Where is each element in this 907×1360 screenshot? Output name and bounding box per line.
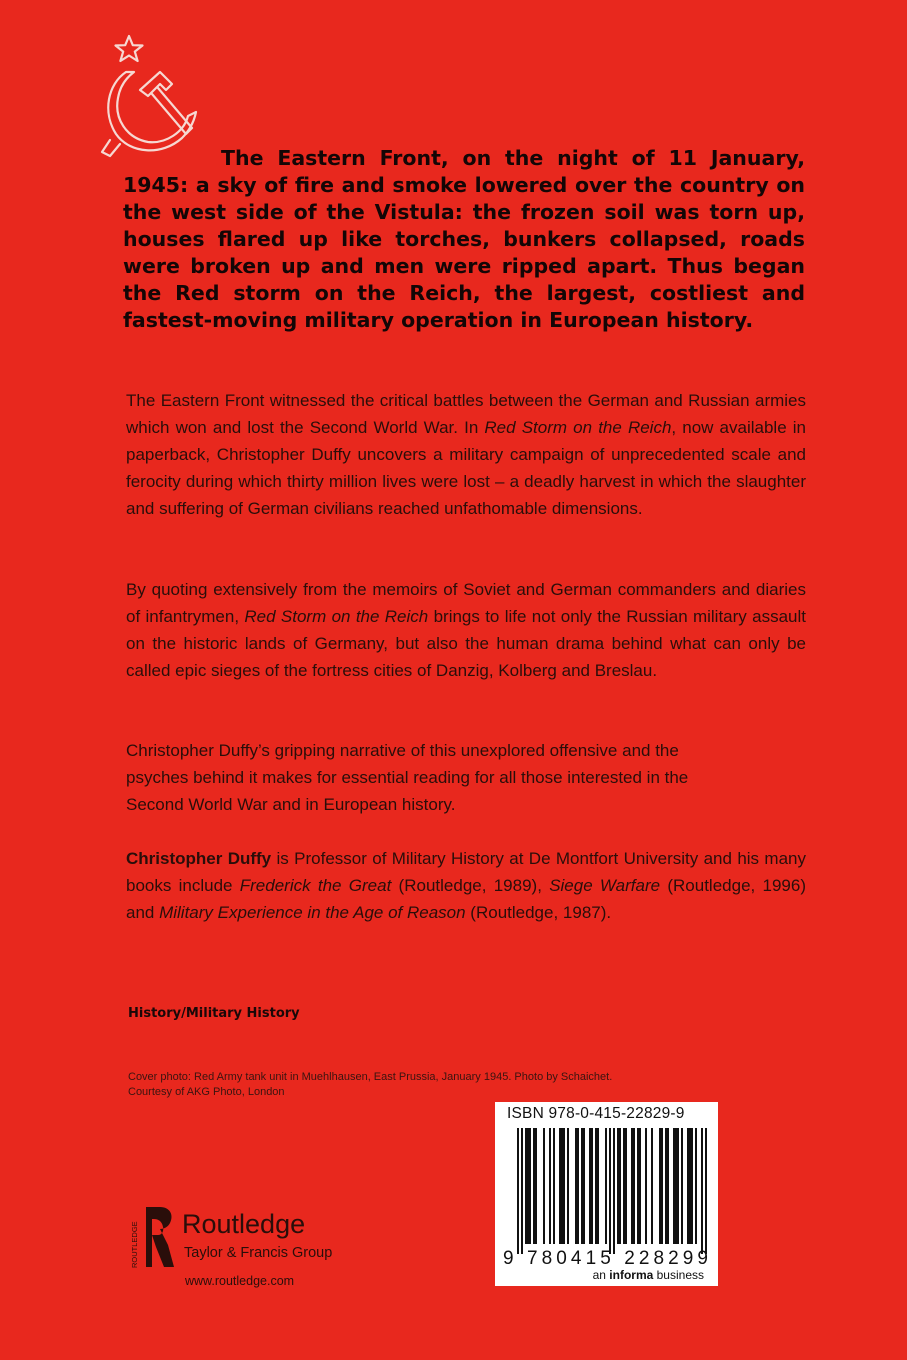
barcode-box [495,1102,718,1286]
author-book-3: Military Experience in the Age of Reason [159,903,466,922]
barcode-bar [659,1128,661,1244]
barcode-bar [609,1128,611,1254]
informa-tagline [593,1268,704,1282]
barcode-bar [567,1128,569,1244]
barcode-bar [525,1128,527,1244]
barcode-bar [575,1128,577,1244]
barcode-bar [619,1128,621,1244]
barcode-bar [527,1128,529,1244]
blurb-content: The Eastern Front, on the night of 11 January, 1945: a sky of fire and smoke lowered over the country on the west side of the Vistula: the frozen soil was torn up, houses flared up like torches, bunkers collapsed, roads were broken up and men were ripped apart. Thus began the Red storm on the Reich, the largest, costliest and fastest-moving military operation in European history. [123,146,805,332]
cover-credit [128,1070,688,1100]
informa-prefix: an [592,1268,610,1282]
hammer-and-sickle-star-icon [96,32,216,162]
barcode-bar [687,1128,689,1244]
barcode-bar [633,1128,635,1244]
barcode-bar [639,1128,641,1244]
blurb-text [123,145,805,334]
barcode-bar [661,1128,663,1244]
routledge-logo-letters: ROUTLEDGE [130,1221,139,1268]
publisher-group: Taylor & Francis Group [184,1245,333,1261]
barcode-bar [559,1128,561,1244]
publisher-block [130,1205,390,1295]
p2-after: brings to life not only the Russian military assault on the historic lands of Germany, but also the human drama behind what can only be called epic sieges of the fortress cities of Danzig, Kolberg and Breslau. [126,607,806,680]
author-bio-4: (Routledge, 1987). [465,903,612,922]
barcode-bar [597,1128,599,1244]
routledge-logo-icon [130,1205,176,1269]
p1-before: The Eastern Front witnessed the critical battles between the German and Russian armies which won and lost the Second World War. In [126,391,806,437]
barcode-bar [673,1128,675,1244]
barcode-bar [701,1128,703,1254]
publisher-name: Routledge [182,1209,306,1239]
barcode-bar [637,1128,639,1244]
description-paragraph-1 [126,387,806,522]
barcode-bar [589,1128,591,1244]
barcode-bar [591,1128,593,1244]
barcode-bar [689,1128,691,1244]
barcode-bar [561,1128,563,1244]
barcode-bar [533,1128,535,1244]
barcode-bar [625,1128,627,1244]
barcode-bar [705,1128,707,1254]
barcode-bar [677,1128,679,1244]
barcode-bar [617,1128,619,1244]
author-name: Christopher Duffy [126,849,272,868]
barcode-bar [681,1128,683,1244]
author-bio [126,845,806,926]
p2-book-title: Red Storm on the Reich [244,607,429,626]
description-paragraph-3 [126,737,726,818]
cover-credit-line-1: Cover photo: Red Army tank unit in Muehlhausen, East Prussia, January 1945. Photo by Schaichet. [128,1071,613,1083]
author-book-1: Frederick the Great [239,876,392,895]
author-bio-1: is Professor of Military History at De Montfort University and his many books include [126,849,806,895]
barcode-bar [583,1128,585,1244]
barcode-bar [695,1128,697,1244]
author-bio-2: (Routledge, 1989), [391,876,550,895]
barcode-bar [623,1128,625,1244]
barcode-bar [613,1128,615,1254]
barcode-bar [521,1128,523,1254]
barcode-bar [651,1128,653,1244]
barcode-bar [665,1128,667,1244]
barcode-bar [675,1128,677,1244]
barcode-bar [543,1128,545,1244]
barcode-bar [535,1128,537,1244]
p2-before: By quoting extensively from the memoirs of Soviet and German commanders and diaries of infantrymen, [126,580,806,626]
description-paragraph-2 [126,576,806,684]
barcode-bar [581,1128,583,1244]
barcode-bar [517,1128,519,1254]
category-label: History/Military History [128,1006,300,1021]
publisher-url: www.routledge.com [185,1274,295,1288]
isbn-label: ISBN 978-0-415-22829-9 [507,1105,685,1122]
barcode-icon [503,1128,710,1266]
barcode-digits: 9 780415 228299 [503,1248,708,1266]
barcode-bar [563,1128,565,1244]
barcode-bar [645,1128,647,1244]
informa-brand: informa [609,1268,654,1282]
barcode-bar [595,1128,597,1244]
barcode-bar [529,1128,531,1244]
p1-after: , now available in paperback, Christopher Duffy uncovers a military campaign of unprecedented scale and ferocity during which thirty million lives were lost – a deadly harvest in which the slaughter and suffering of German civilians reached unfathomable dimensions. [126,418,807,518]
p1-book-title: Red Storm on the Reich [484,418,672,437]
barcode-bar [691,1128,693,1244]
barcode-bar [605,1128,607,1244]
barcode-bar [549,1128,551,1244]
cover-credit-line-2: Courtesy of AKG Photo, London [128,1086,285,1098]
barcode-bar [631,1128,633,1244]
p3-text: Christopher Duffy’s gripping narrative of this unexplored offensive and the psyches behind it makes for essential reading for all those interested in the Second World War and in European history. [126,741,689,814]
barcode-bar [553,1128,555,1244]
barcode-bar [577,1128,579,1244]
author-bio-3: (Routledge, 1996) and [126,876,806,922]
informa-suffix: business [653,1268,704,1282]
author-book-2: Siege Warfare [549,876,661,895]
barcode-bar [667,1128,669,1244]
